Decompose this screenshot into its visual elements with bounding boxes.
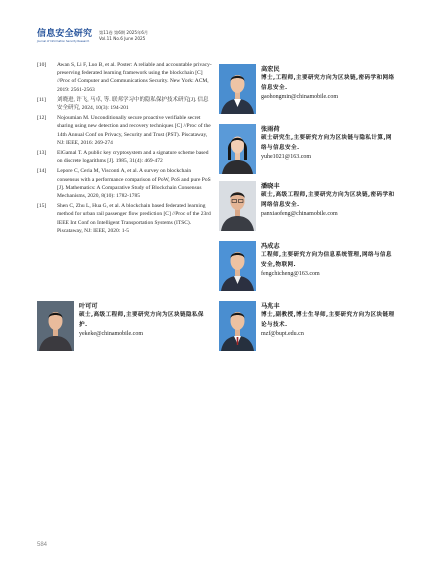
reference-text: Lepore C, Ceria M, Visconti A, et al. A survey on blockchain consensus with a performance comparison of PoW, PoS and pure PoS [J]. Mathematics: A Comparative Study of Blockchain Consensus Mechanisms, 2020, 8(10): 1782-1785: [57, 168, 211, 200]
author-email: yekeke@chinamobile.com: [79, 331, 144, 337]
author-description: 博士,副教授,博士生导师,主要研究方向为区块链理论与技术.: [261, 312, 395, 328]
author-bio-text: [261, 182, 395, 219]
issue-info: [99, 30, 148, 42]
page-number: 584: [37, 542, 48, 548]
reference-text: 刘晓进, 许飞, 马卓, 等. 联邦学习中的隐私保护技术研究[J]. 信息安全研究, 2024, 10(3): 194-201: [57, 96, 209, 112]
author-bio-text: [79, 302, 209, 339]
reference-text: Nojoumian M. Unconditionally secure proactive verifiable secret sharing using new detection and recovery techniques [C] //Proc of the 14th Annual Conf on Privacy, Security and Trust (PST). Piscataway, NJ: IEEE, 2016: 269-274: [57, 115, 211, 146]
author-description: 硕士研究生,主要研究方向为区块链与隐私计算,网络与信息安全.: [261, 135, 392, 151]
issue-info-cn: 第11卷 第6期 2025年6月: [99, 30, 149, 35]
reference-item: [37, 167, 213, 200]
author-bio-text: [261, 242, 395, 279]
author-bio-text: [261, 125, 395, 162]
portrait-icon: [219, 301, 256, 351]
author-bio-text: [261, 65, 395, 102]
author-description: 硕士,高级工程师,主要研究方向为区块链隐私保护.: [79, 312, 204, 328]
author-photo: [219, 124, 256, 174]
portrait-icon: [219, 181, 256, 231]
author-photo: [219, 181, 256, 231]
author-name: 叶可可: [79, 303, 98, 310]
issue-info-en: Vol.11 No.6 June 2025: [99, 36, 146, 41]
author-photo: [219, 64, 256, 114]
author-name: 高宏民: [261, 66, 280, 73]
reference-text: Awan S, Li F, Luo B, et al. Poster: A reliable and accountable privacy-preserving federated learning framework using the blockchain [C] //Proc of Computer and Communications Security. New York: ACM, 2019: 2561-2563: [57, 62, 212, 93]
reference-number: [14]: [37, 168, 47, 175]
author-photo: [219, 301, 256, 351]
reference-number: [11]: [37, 96, 46, 103]
author-photo: [37, 301, 74, 351]
portrait-icon: [219, 64, 256, 114]
reference-text: ElGamal T. A public key cryptosystem and a signature scheme based on discrete logarithms [J]. 1985, 31(4): 469-472: [57, 150, 209, 165]
author-name: 张雨荷: [261, 126, 280, 133]
author-name: 马兆丰: [261, 303, 280, 310]
reference-text: Shen C, Zhu L, Hua G, et al. A blockchain based federated learning method for urban rail passenger flow prediction [C] //Proc of the 23rd IEEE Int Conf on Intelligent Transportation Systems (ITSC). Piscataway, NJ: IEEE, 2020: 1-5: [57, 203, 211, 234]
journal-header: [37, 29, 397, 47]
author-email: mzf@bupt.edu.cn: [261, 331, 304, 337]
reference-item: [37, 61, 213, 94]
reference-number: [15]: [37, 203, 47, 210]
journal-logo-subtitle: Journal of Information Security Research: [37, 40, 90, 43]
reference-item: [37, 149, 213, 165]
author-email: panxiaofeng@chinamobile.com: [261, 211, 338, 217]
author-email: gaohongmin@chinamobile.com: [261, 94, 339, 100]
author-email: fengchicheng@163.com: [261, 271, 320, 277]
journal-logo-title: 信息安全研究: [37, 29, 93, 39]
author-name: 潘晓丰: [261, 183, 280, 190]
author-description: 工程师,主要研究方向为信息系统管理,网络与信息安全,物联网.: [261, 252, 392, 268]
author-description: 博士,工程师,主要研究方向为区块链,密码学和网络信息安全.: [261, 75, 395, 91]
reference-number: [12]: [37, 115, 47, 122]
author-photo: [219, 241, 256, 291]
reference-item: [37, 114, 213, 147]
portrait-icon: [219, 124, 256, 174]
journal-logo: [37, 29, 93, 44]
portrait-icon: [219, 241, 256, 291]
reference-item: [37, 96, 213, 112]
author-bio-text: [261, 302, 395, 339]
reference-item: [37, 202, 213, 235]
reference-number: [10]: [37, 62, 47, 68]
reference-number: [13]: [37, 150, 47, 157]
reference-list: [37, 61, 213, 237]
portrait-icon: [37, 301, 74, 351]
author-name: 冯成志: [261, 243, 280, 250]
author-description: 硕士,高级工程师,主要研究方向为区块链,密码学和网络信息安全.: [261, 192, 395, 208]
author-email: yuhe1021@163.com: [261, 154, 312, 160]
